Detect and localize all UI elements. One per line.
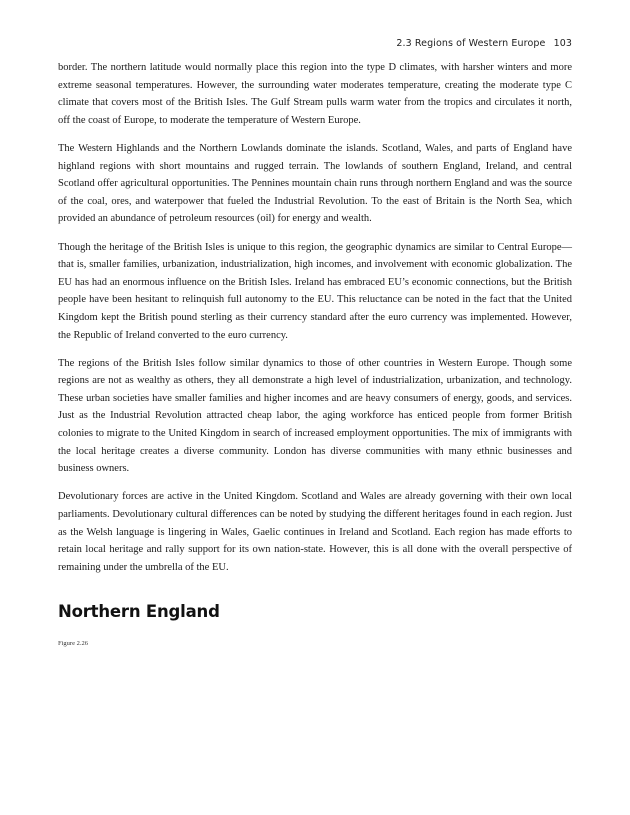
paragraph-regions: The regions of the British Isles follow similar dynamics to those of other countries in Western Europe. Though some regions are not as wealthy as others, they all demonstrate a high level of industrialization, urbanization, and technology. These urban societies have smaller families and higher incomes and are heavy consumers of energy, goods, and services. Just as the Industrial Revolution attracted cheap labor, the aging workforce has enticed people from former British colonies to migrate to the United Kingdom in search of increased employment opportunities. The mix of immigrants with the local heritage creates a diverse community. London has diverse communities with many ethnic businesses and business owners. [58, 357, 572, 475]
figure-caption: Figure 2.26 [58, 640, 88, 648]
page-number: 103 [553, 38, 572, 49]
paragraph-landforms: The Western Highlands and the Northern Lowlands dominate the islands. Scotland, Wales, and parts of England have highland regions with short mountains and rugged terrain. The lowlands of southern England, Ireland, and central Scotland offer agricultural opportunities. The Pennines mountain chain runs through northern England and was the source of the coal, ores, and waterpower that fueled the Industrial Revolution. To the east of Britain is the North Sea, which provided an abundance of petroleum resources (oil) for energy and wealth. [58, 142, 572, 225]
running-header [396, 38, 572, 49]
paragraph-heritage: Though the heritage of the British Isles is unique to this region, the geographic dynamics are similar to Central Europe—that is, smaller families, urbanization, industrialization, high incomes, and involvement with economic globalization. The EU has had an enormous influence on the British Isles. Ireland has embraced EU’s economic connections, but the British people have been hesitant to relinquish full autonomy to the EU. This reluctance can be noted in the fact that the United Kingdom kept the British pound sterling as their currency standard after the euro currency was implemented. However, the Republic of Ireland converted to the euro currency. [58, 241, 572, 341]
paragraph-climate: border. The northern latitude would normally place this region into the type D climates, with harsher winters and more extreme seasonal temperatures. However, the surrounding water moderates temperature, creating the moderate type C climate that covers most of the British Isles. The Gulf Stream pulls warm water from the tropics and circulates it north, off the coast of Europe, to moderate the temperature of Western Europe. [58, 62, 572, 126]
section-heading: Northern England [58, 602, 220, 622]
page-body [58, 59, 572, 647]
paragraph-devolution: Devolutionary forces are active in the United Kingdom. Scotland and Wales are already governing with their own local parliaments. Devolutionary cultural differences can be noted by studying the different heritages found in each region. Just as the Welsh language is lingering in Wales, Gaelic continues in Ireland and Scotland. Each region has made efforts to retain local heritage and rally support for its own nation-state. However, this is all done with the overall perspective of remaining under the umbrella of the EU. [58, 491, 572, 573]
running-header-section-title: 2.3 Regions of Western Europe [396, 38, 546, 49]
